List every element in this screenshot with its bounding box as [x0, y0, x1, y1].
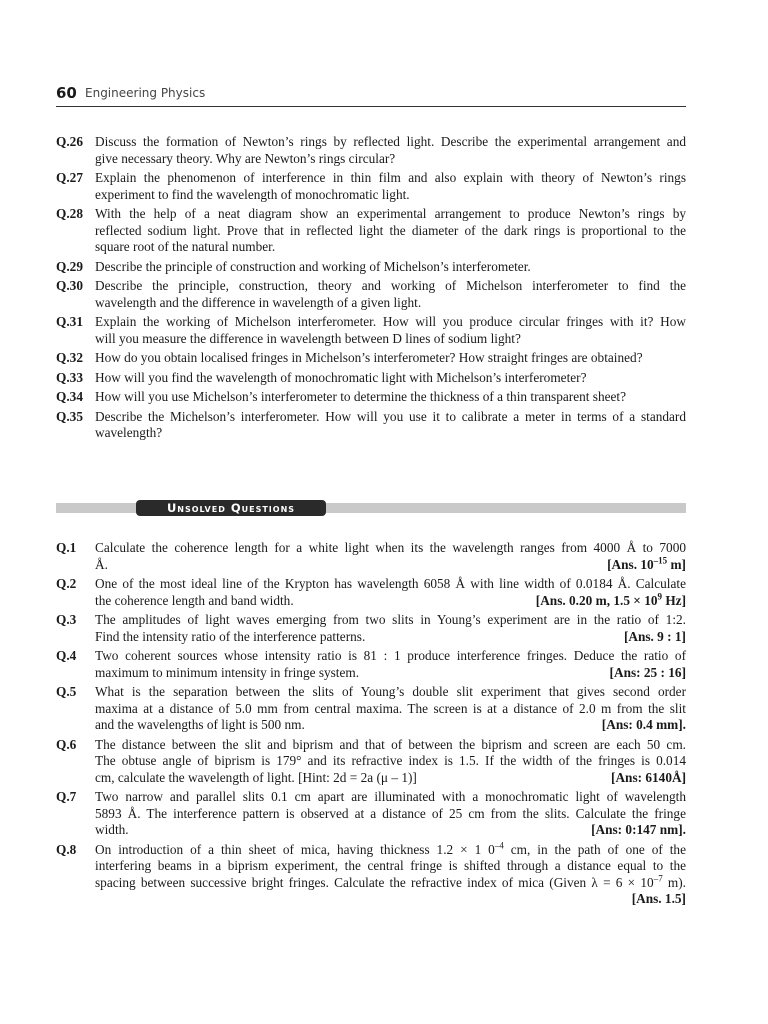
question-item — [56, 206, 686, 256]
question-item — [56, 612, 686, 645]
question-number: Q.3 — [56, 612, 77, 627]
question-number: Q.31 — [56, 314, 83, 329]
question-number: Q.8 — [56, 841, 77, 857]
question-number: Q.34 — [56, 389, 83, 404]
question-text: How will you use Michelson’s interferometer to determine the thickness of a thin transparent sheet? — [95, 389, 626, 404]
question-item — [56, 648, 686, 681]
question-number: Q.6 — [56, 736, 77, 752]
question-text: Discuss the formation of Newton’s rings by reflected light. Describe the experimental arrangement and give necessary theory. Why are Newton’s rings circular? — [95, 134, 686, 166]
question-number: Q.26 — [56, 134, 83, 149]
question-item — [56, 314, 686, 347]
page-header — [56, 84, 686, 107]
question-text: On introduction of a thin sheet of mica, having thickness 1.2 × 1 $0^{-4}$ cm, in the path of one of the interfering beams in a biprism experiment, the central fringe is shifted through a distance equal to the spacing between successive bright fringes. Calculate the refractive index of mica (Given $\lambda = 6 \times 10^{-7}$ m). [Ans. 1.5] — [95, 840, 687, 906]
question-text: Explain the phenomenon of interference in thin film and also explain with theory of Newton’s rings experiment to find the wavelength of monochromatic light. — [95, 170, 686, 202]
question-number: Q.33 — [56, 369, 83, 385]
question-text: With the help of a neat diagram show an experimental arrangement to produce Newton’s rings by reflected sodium light. Prove that in reflected light the diameter of the dark rings is proportional to the square root of the natural number. — [95, 206, 686, 254]
question-text: The distance between the slit and biprism and that of between the biprism and screen are each 50 cm. The obtuse angle of biprism is 179° and its refractive index is 1.5. If the width of the fringes is 0.014 cm, calculate the wavelength of light. [Hint: 2d = 2a (μ – 1)] [Ans: 6140Å] — [95, 736, 686, 785]
question-item — [56, 370, 686, 387]
question-item — [56, 350, 686, 367]
question-item — [56, 789, 686, 839]
question-number: Q.28 — [56, 206, 83, 221]
question-number: Q.7 — [56, 789, 77, 804]
question-text: Calculate the coherence length for a white light when its the wavelength ranges from 4000 Å to 7000 Å. [Ans. $10^{-15}$ m] — [95, 540, 686, 572]
question-number: Q.5 — [56, 684, 77, 699]
question-text: Two coherent sources whose intensity ratio is 81 : 1 produce interference fringes. Deduce the ratio of maximum to minimum intensity in fringe system. [Ans: 25 : 16] — [95, 648, 686, 680]
question-item — [56, 278, 686, 311]
answer: [Ans. $10^{-15}$ m] — [607, 555, 686, 572]
question-item — [56, 409, 686, 442]
answer: [Ans: 0:147 nm]. — [591, 822, 686, 837]
question-text: How do you obtain localised fringes in Michelson’s interferometer? How straight fringes are obtained? — [95, 350, 643, 365]
answer: [Ans: 25 : 16] — [609, 664, 686, 680]
section-banner — [56, 500, 686, 516]
question-item — [56, 540, 686, 573]
question-item — [56, 684, 686, 734]
question-number: Q.2 — [56, 576, 77, 591]
answer: [Ans: 0.4 mm]. — [601, 717, 686, 732]
question-text: The amplitudes of light waves emerging from two slits in Young’s experiment are in the ratio of 1:2. Find the intensity ratio of the interference patterns. [Ans. 9 : 1] — [95, 612, 686, 644]
question-text: Describe the Michelson’s interferometer. How will you use it to calibrate a meter in terms of a standard wavelength? — [95, 408, 686, 440]
unsolved-questions-list — [56, 540, 686, 911]
question-number: Q.27 — [56, 170, 83, 185]
question-item — [56, 576, 686, 609]
question-item — [56, 170, 686, 203]
question-item — [56, 737, 686, 787]
question-text: Describe the principle of construction and working of Michelson’s interferometer. — [95, 258, 531, 274]
question-item — [56, 389, 686, 406]
question-text: How will you find the wavelength of monochromatic light with Michelson’s interferometer? — [95, 369, 587, 385]
question-number: Q.1 — [56, 540, 77, 555]
book-title: Engineering Physics — [85, 86, 206, 100]
question-item — [56, 134, 686, 167]
review-questions-list — [56, 134, 686, 445]
question-item — [56, 842, 686, 908]
question-text: Two narrow and parallel slits 0.1 cm apart are illuminated with a monochromatic light of wavelength 5893 Å. The interference pattern is observed at a distance of 25 cm from the slits. Calculate the fringe width. [Ans: 0:147 nm]. — [95, 789, 686, 837]
question-text: Explain the working of Michelson interferometer. How will you produce circular fringes with it? How will you measure the difference in wavelength between D lines of sodium light? — [95, 314, 686, 346]
question-item — [56, 259, 686, 276]
question-number: Q.35 — [56, 408, 83, 424]
section-title: Unsolved Questions — [136, 500, 326, 516]
question-text: One of the most ideal line of the Krypton has wavelength 6058 Å with line width of 0.0184 Å. Calculate the coherence length and band width. [Ans. 0.20 m, $1.5 \times 10^9$ Hz] — [95, 576, 686, 608]
question-number: Q.4 — [56, 648, 77, 663]
page-number: 60 — [56, 84, 77, 102]
question-number: Q.29 — [56, 258, 83, 274]
answer: [Ans: 6140Å] — [611, 769, 686, 785]
question-number: Q.30 — [56, 278, 83, 293]
question-text: What is the separation between the slits of Young’s double slit experiment that gives second order maxima at a distance of 5.0 mm from central maxima. The screen is at a distance of 2.0 m from the slit and the wavelengths of light is 500 nm. [Ans: 0.4 mm]. — [95, 684, 686, 732]
question-number: Q.32 — [56, 350, 83, 365]
answer: [Ans. 0.20 m, $1.5 \times 10^9$ Hz] — [535, 591, 686, 608]
answer: [Ans. 1.5] — [631, 891, 686, 906]
answer: [Ans. 9 : 1] — [623, 628, 686, 644]
question-text: Describe the principle, construction, theory and working of Michelson interferometer to find the wavelength and the difference in wavelength of a given light. — [95, 278, 686, 310]
